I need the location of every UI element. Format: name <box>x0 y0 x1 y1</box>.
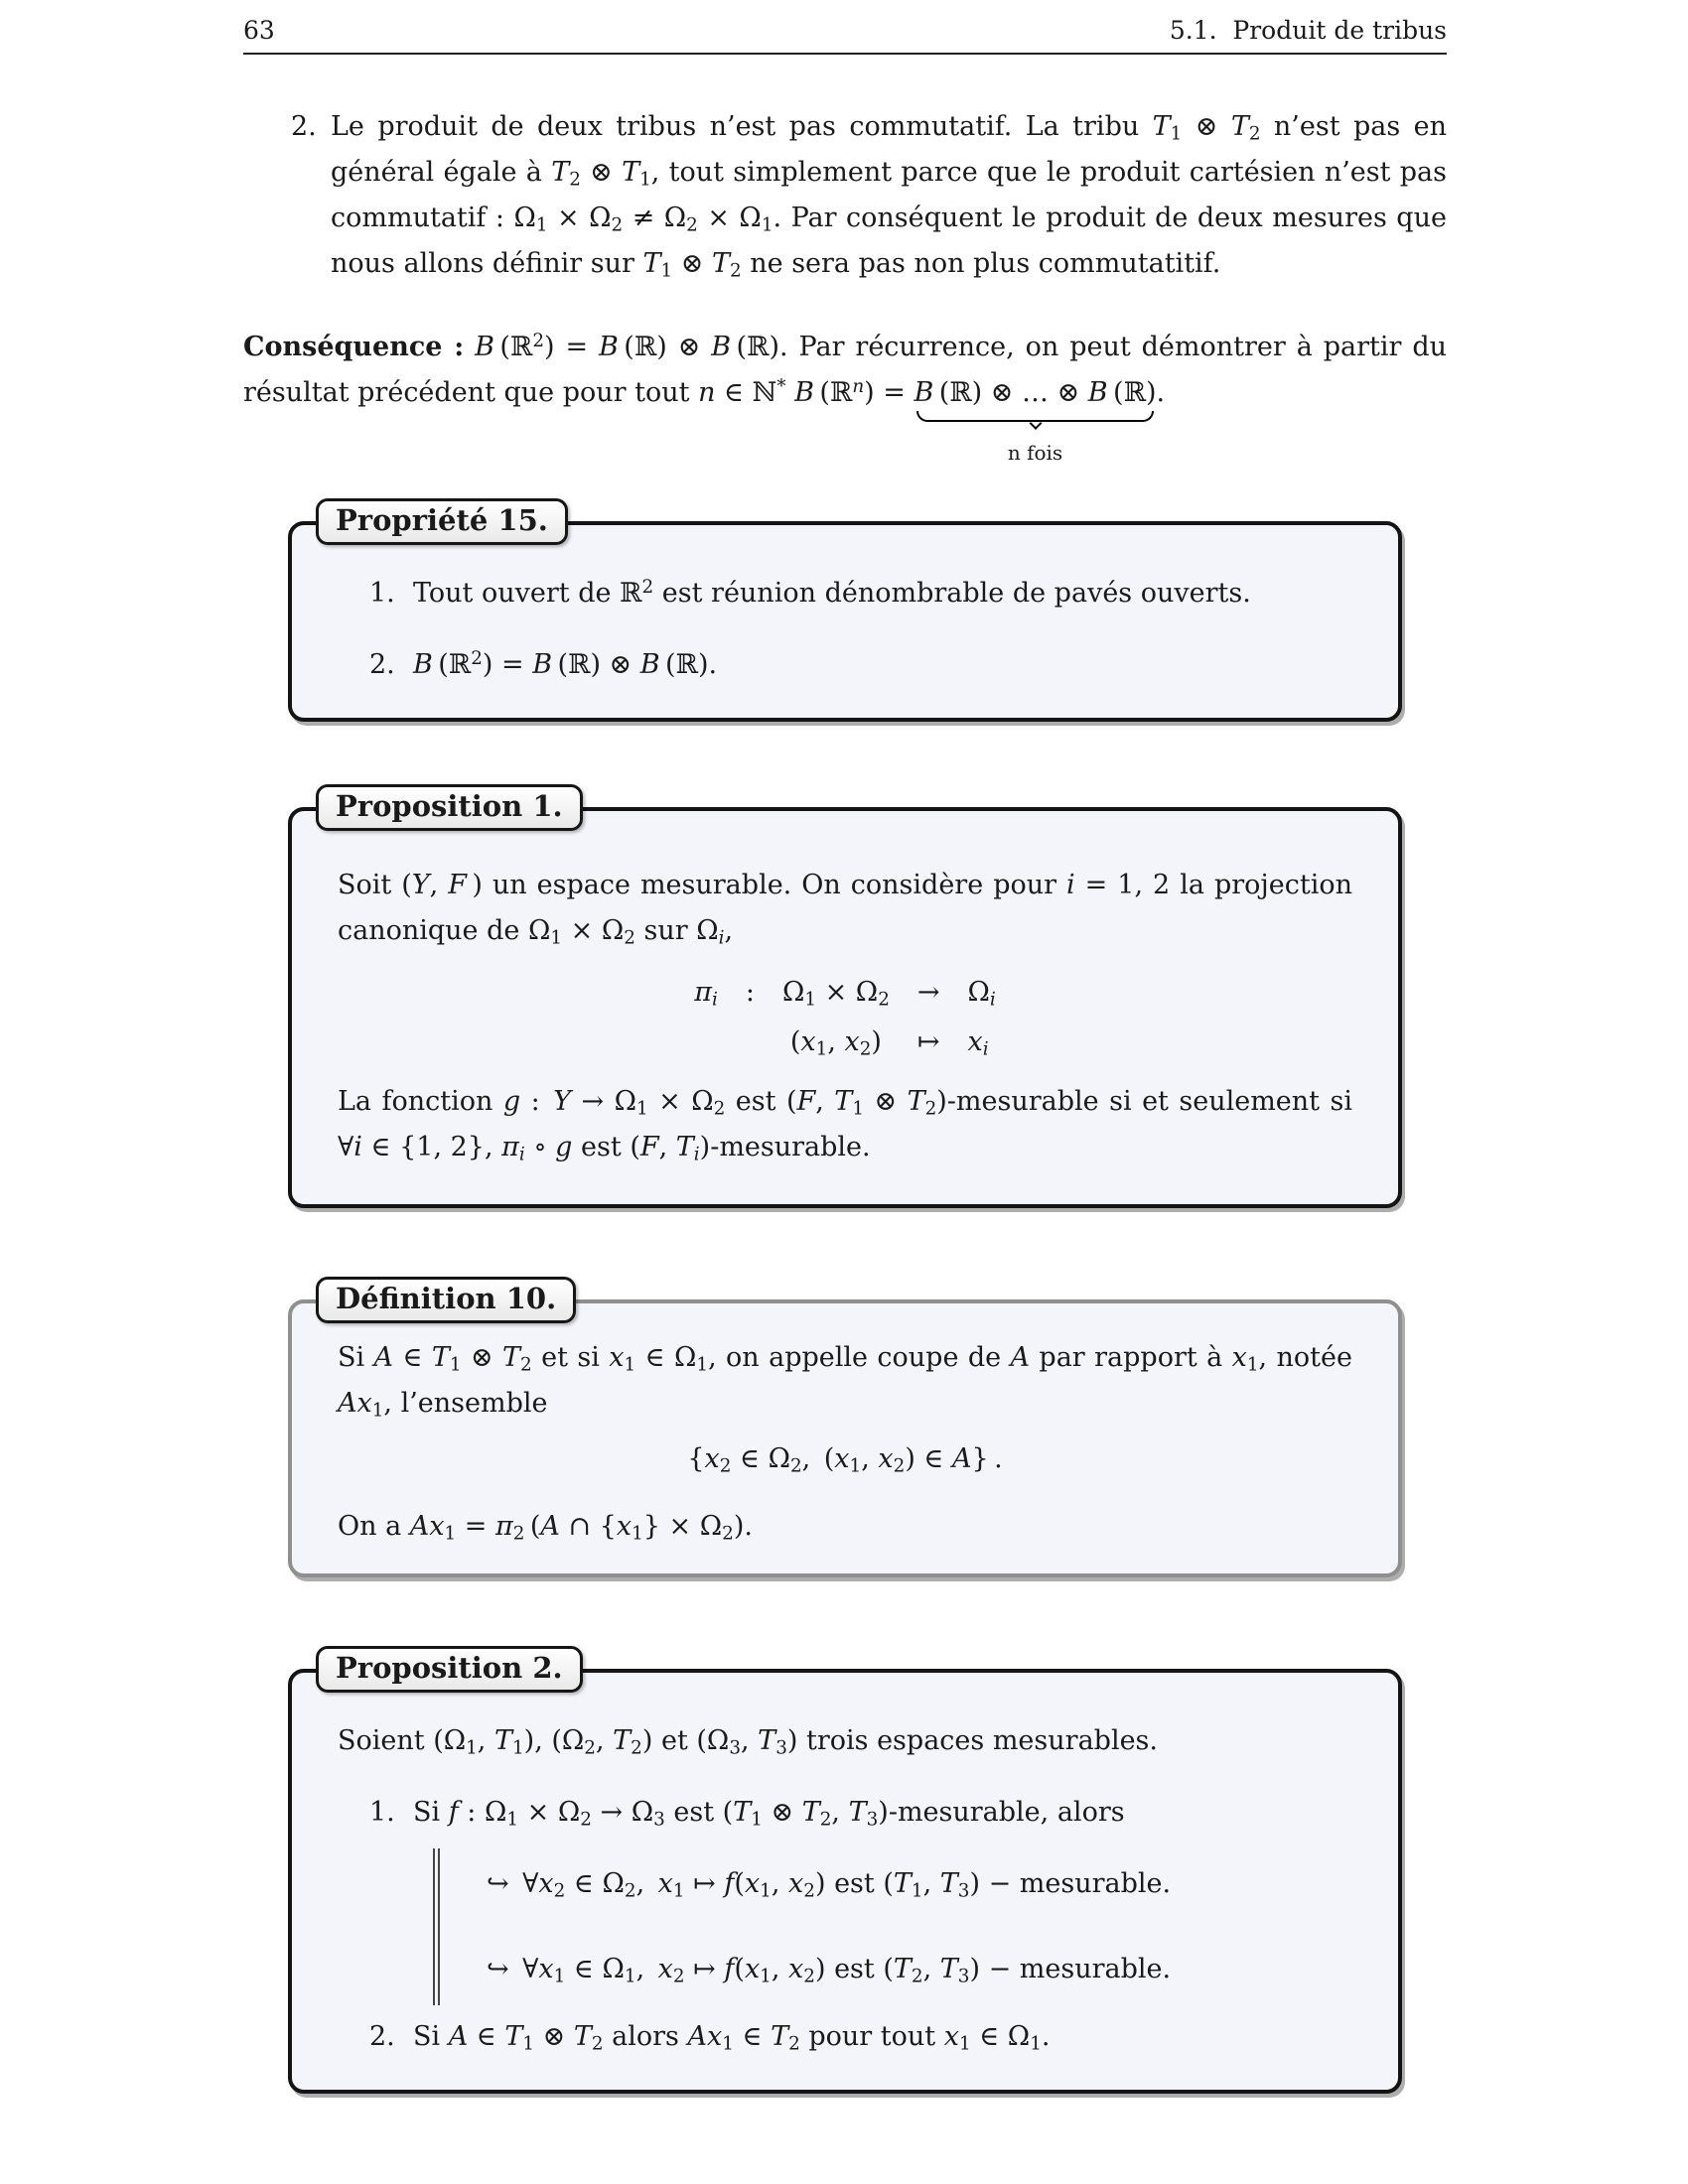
list-marker: 1. <box>369 578 395 609</box>
page-number: 63 <box>243 16 275 45</box>
proposition-1-intro: Soit (Y, F ) un espace mesurable. On considère pour i = 1, 2 la projection canonique de $\Omega_1 \times \Omega_2$ sur $\Omega_i$, <box>338 870 1353 949</box>
list-item <box>369 2014 1352 2060</box>
list-item-text: Si f : $\Omega_1 \times \Omega_2 \to \Omega_3$ est ($T_1$ ⊗ $T_2$, $T_3$)-mesurable, alors <box>413 1797 1125 1831</box>
underbrace-expression: B (ℝ) ⊗ … ⊗ B (ℝ) <box>914 377 1157 408</box>
equation-cell: ↦ <box>916 1026 940 1057</box>
proposition-2-intro: Soient ($\Omega_1$, $T_1$), ($\Omega_2$, $T_2$) et ($\Omega_3$, $T_3$) trois espaces mesurables. <box>338 1725 1158 1759</box>
projection-equation <box>680 968 1010 1067</box>
consequence-paragraph <box>243 325 1447 472</box>
propriete-15-box <box>288 503 1402 722</box>
definition-10-outro: On a $Ax_1 = \pi_2$ (A ∩ $\{x_1\} \times \Omega_2$). <box>338 1511 753 1545</box>
list-marker: 2. <box>291 111 317 142</box>
list-item-text: Si A ∈ $T_1$ ⊗ $T_2$ alors $Ax_1$ ∈ $T_2$ pour tout $x_1$ ∈ $\Omega_1$. <box>413 2021 1051 2055</box>
underbrace-label: n fois <box>1007 441 1063 465</box>
underbrace-group <box>914 370 1157 465</box>
definition-10-box-body <box>292 1303 1398 1573</box>
equation-cell: $\pi_i$ <box>694 977 718 1011</box>
equation-cell: $x_i$ <box>967 1026 989 1060</box>
list-marker: 1. <box>369 1797 395 1828</box>
double-bar-list <box>433 1861 1352 1992</box>
list-item-text: Tout ouvert de ℝ$^2$ est réunion dénombrable de pavés ouverts. <box>413 576 1251 609</box>
propriete-15-box-body <box>292 525 1398 718</box>
cut-set-display: {$x_2$ ∈ $\Omega_2$, ($x_1$, $x_2$) ∈ A} . <box>687 1443 1003 1477</box>
proposition-2-box-title: Proposition 2. <box>316 1646 583 1693</box>
proposition-2-box <box>288 1651 1402 2094</box>
proposition-1-box-body <box>292 811 1398 1204</box>
list-marker: 2. <box>369 649 395 680</box>
page-content <box>243 16 1447 2094</box>
proposition-1-outro: La fonction g : $Y \to \Omega_1 \times \Omega_2$ est (F, $T_1$ ⊗ $T_2$)-mesurable si et seulement si ∀i ∈ {1, 2}, $\pi_i$ ∘ g est (F, $T_i$)-mesurable. <box>338 1086 1352 1165</box>
list-item-text: B (ℝ$^2$) = B (ℝ) ⊗ B (ℝ). <box>413 647 718 680</box>
equation-cell <box>680 1018 732 1067</box>
equation-cell: $\Omega_1 \times \Omega_2$ <box>781 977 890 1011</box>
list-item <box>369 571 1352 616</box>
equation-cell <box>732 1018 769 1067</box>
underbrace-icon <box>916 411 1153 422</box>
hook-arrow-item: ↪ $\forall x_2$ ∈ $\Omega_2$, $x_1$ ↦ $f(x_1$, $x_2$) est ($T_1$, $T_3$) − mesurable. <box>487 1868 1172 1902</box>
paragraph-text: Le produit de deux tribus n’est pas commutatif. La tribu $T_1$ ⊗ $T_2$ n’est pas en général égale à $T_2$ ⊗ $T_1$, tout simplement parce que le produit cartésien n’est pas commutatif : $\Omega_1 \times \Omega_2 \ne \Omega_2 \times \Omega_1$. Par conséquent le produit de deux mesures que nous allons définir sur $T_1$ ⊗ $T_2$ ne sera pas non plus commutatitif. <box>331 111 1447 282</box>
equation-cell: : <box>745 977 755 1008</box>
definition-10-box-title: Définition 10. <box>316 1277 576 1323</box>
proposition-1-box <box>288 789 1402 1208</box>
proposition-2-box-body <box>292 1673 1398 2090</box>
list-marker: 2. <box>369 2021 395 2052</box>
consequence-text: Conséquence : B (ℝ$^2$) = B (ℝ) ⊗ B (ℝ). Par récurrence, on peut démontrer à partir du résultat précédent que pour tout n ∈ ℕ* B (ℝ$^n$) = <box>243 330 1448 408</box>
consequence-period: . <box>1156 377 1166 408</box>
equation-cell: $\Omega_i$ <box>967 977 996 1011</box>
equation-row <box>680 1018 1010 1067</box>
proposition-1-box-title: Proposition 1. <box>316 784 583 831</box>
hook-arrow-item: ↪ $\forall x_1$ ∈ $\Omega_1$, $x_2$ ↦ $f(x_1$, $x_2$) est ($T_2$, $T_3$) − mesurable. <box>487 1954 1172 1987</box>
page-header <box>243 16 1447 55</box>
equation-row <box>680 968 1010 1018</box>
list-item <box>369 1790 1352 1836</box>
propriete-15-box-title: Propriété 15. <box>316 498 568 545</box>
definition-10-box <box>288 1282 1402 1577</box>
paragraph-item-2 <box>291 104 1447 287</box>
equation-cell: ($x_1$, $x_2$) <box>789 1026 882 1060</box>
section-title: 5.1. Produit de tribus <box>1169 16 1447 45</box>
list-item <box>369 642 1352 688</box>
equation-cell: → <box>916 977 940 1008</box>
definition-10-intro: Si A ∈ $T_1$ ⊗ $T_2$ et si $x_1$ ∈ $\Omega_1$, on appelle coupe de A par rapport à $x_1$, notée $Ax_1$, l’ensemble <box>338 1342 1352 1422</box>
